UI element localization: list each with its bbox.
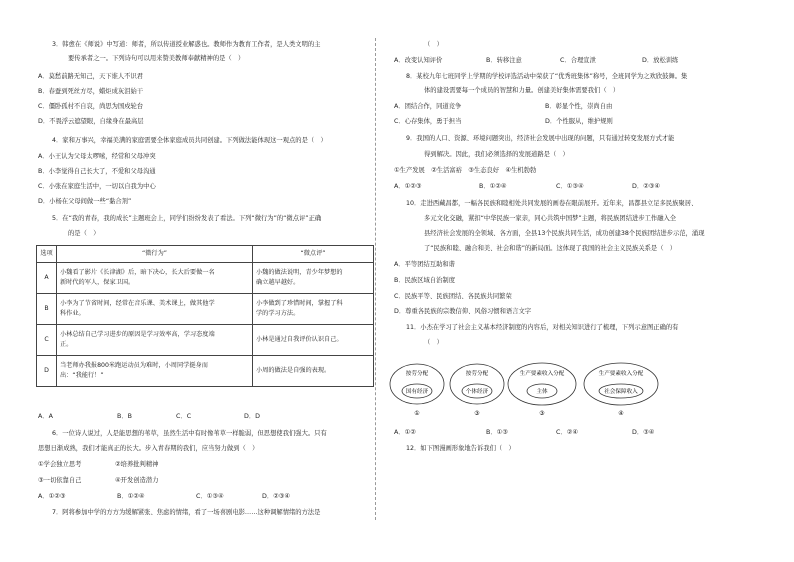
q5-row-d-behavior-line1: 当老师办我报800米跑运动员为难时，小周同学挺身而 xyxy=(60,362,208,369)
q5-table xyxy=(36,245,374,387)
q5-row-c-option: C xyxy=(37,325,57,356)
q6-choice-a: A．①②③ xyxy=(38,493,66,500)
q5-stem-line2: 的是（ ） xyxy=(68,230,100,237)
q9-choice-b: B．①②④ xyxy=(479,183,507,190)
q11-diagram-item-2 xyxy=(450,364,504,417)
q8-option-b: B．彰显个性，崇尚自由 xyxy=(545,103,613,110)
q11-num-1: ① xyxy=(414,410,420,417)
q5-row-d-behavior xyxy=(57,356,253,387)
q5-row-b-behavior-line2: 科作业。 xyxy=(60,310,85,317)
q11-choice-b: B．①③ xyxy=(486,429,508,436)
q5-row-c-behavior-line1: 小林总结自己学习进步的原因是学习效率高，学习态度端 xyxy=(60,331,215,338)
q6-choice-d: D．②③④ xyxy=(262,493,291,500)
q6-choice-b: B．①②④ xyxy=(117,493,145,500)
q10-option-d: D．尊重各民族的宗教信仰、风俗习惯和语言文字 xyxy=(394,308,532,315)
q3-option-a: A．莫愁前路无知己，天下谁人不识君 xyxy=(38,73,144,80)
q5-row-b-comment xyxy=(253,294,374,325)
q5-row-a-behavior xyxy=(57,263,253,294)
q9-items: ①生产发展 ②生活富裕 ③生态良好 ④生机勃勃 xyxy=(394,167,537,174)
q11-diagram xyxy=(388,360,663,422)
q11-diagram-item-4 xyxy=(584,363,658,417)
q11-inner-label-3: 主体 xyxy=(536,389,548,395)
q11-choice-a: A．①② xyxy=(394,429,416,436)
q5-choice-d: D．D xyxy=(244,413,260,420)
q5-table-row-b xyxy=(37,294,374,325)
q3-option-d: D．不畏浮云遮望眼，自缘身在最高层 xyxy=(38,118,144,125)
q8-stem-line2: 体的建设需要每一个成员的智慧和力量。创建美好集体需要我们（ ） xyxy=(424,87,620,94)
q7-stem: 7．阿将参加中学的方方为缓解紧张、焦虑的情绪，看了一场喜剧电影……这种调解情绪的方法是 xyxy=(52,509,321,516)
q5-row-c-comment: 小林是通过自我评价认识自己。 xyxy=(253,325,374,356)
q5-row-a-option: A xyxy=(37,263,57,294)
q10-stem-line1: 10．走进西藏昌都，一幅各民族和睦相处共同发展的画卷在眼前展开。近年来，昌都县立足多民族聚居、 xyxy=(406,200,698,207)
q5-row-b-comment-line1: 小李做到了珍惜时间，掌握了科 xyxy=(256,300,343,307)
q10-option-c: C．民族平等、民族团结、各民族共同繁荣 xyxy=(394,293,512,300)
q5-choice-b: B．B xyxy=(117,413,132,420)
q5-table-header-row xyxy=(37,246,374,263)
q6-item-4: ④开发创造潜力 xyxy=(115,477,159,484)
q5-choice-c: C．C xyxy=(176,413,192,420)
q11-choice-c: C．②④ xyxy=(556,429,578,436)
q11-choice-d: D．③④ xyxy=(632,429,655,436)
q5-row-d-behavior-line2: 出：“我能行！” xyxy=(60,372,104,379)
q5-row-b-option: B xyxy=(37,294,57,325)
q5-row-c-behavior-line2: 正。 xyxy=(60,341,73,348)
q11-inner-label-2: 个体经济 xyxy=(465,389,489,395)
q9-stem-line1: 9．我国的人口、资源、环境问题突出，经济社会发展中出现的问题，只有通过转变发展方式才能 xyxy=(406,135,675,142)
q7-choice-a: A．改变认知评价 xyxy=(394,57,443,64)
q6-stem-line1: 6．一位诗人说过，人是能思想的苇草，虽然生活中有时像苇草一样脆弱，但思想使我们强大。只有 xyxy=(52,430,327,437)
q7-choice-c: C．合理宣泄 xyxy=(560,57,596,64)
q11-outer-label-4: 生产要素收入分配 xyxy=(598,371,644,377)
q11-num-4: ④ xyxy=(618,410,624,417)
q10-option-b: B．民族区域自治制度 xyxy=(394,277,455,284)
q10-stem-line2: 多元文化交融，紧扣“中华民族一家亲，同心共筑中国梦”主题，将民族团结进步工作融入全 xyxy=(424,215,677,222)
q3-option-c: C．僵卧孤村不自哀，尚思为国戍轮台 xyxy=(38,103,144,110)
q5-row-b-behavior-line1: 小李为了节省时间，经常在音乐课、美术课上，做其他学 xyxy=(60,300,215,307)
q10-stem-line4: 了“民族和睦、融合和美、社会和谐”的新局面。这体现了我国的社会主义民族关系是（ ） xyxy=(424,245,677,252)
q5-row-d-option: D xyxy=(37,356,57,387)
q6-choice-c: C．①③④ xyxy=(196,493,224,500)
q9-choice-c: C．①③④ xyxy=(556,183,584,190)
q5-header-option: 选项 xyxy=(37,246,57,263)
q11-stem-line1: 11．小杰在学习了社会主义基本经济制度的内容后，对相关知识进行了梳理，下列示意图正确的有 xyxy=(406,324,679,331)
q5-row-a-behavior-line2: 新时代的军人，保家卫国。 xyxy=(60,279,135,286)
q5-table-row-a xyxy=(37,263,374,294)
q7-tail: （ ） xyxy=(424,41,443,48)
q11-inner-label-1: 国有经济 xyxy=(405,389,429,395)
q4-option-b: B．小李觉得自己长大了，不爱和父母沟通 xyxy=(38,168,156,175)
q5-table-row-c xyxy=(37,325,374,356)
q4-option-a: A．小王认为父母太啰嗦，经常和父母冲突 xyxy=(38,153,156,160)
q8-stem-line1: 8．某校九年七班同学上学期的学校评选活动中荣获了“优秀班集体”称号，全班同学为之欢欣鼓舞。集 xyxy=(406,73,688,80)
q4-option-c: C．小张在家庭生活中，一切以自我为中心 xyxy=(38,183,156,190)
q11-diagram-item-1 xyxy=(390,364,444,417)
q5-row-b-comment-line2: 学的学习方法。 xyxy=(256,310,300,317)
q5-row-a-comment-line2: 确立越早越好。 xyxy=(256,279,300,286)
q11-outer-label-3: 生产要素收入分配 xyxy=(519,371,565,377)
q6-item-1: ①学会独立思考 xyxy=(38,461,82,468)
q9-stem-line2: 得到解决。因此，我们必须选择的发展道路是（ ） xyxy=(424,151,569,158)
q11-stem-line2: （ ） xyxy=(424,339,443,346)
q5-row-a-behavior-line1: 小魏看了影片《长津湖》后，暗下决心，长大后要做一名 xyxy=(60,269,215,276)
q5-stem-line1: 5．在“我的青春，我的成长”主题班会上，同学们纷纷发表了看法。下列“微行为”的“微点评”正确 xyxy=(52,215,322,222)
q7-choice-d: D．放松训练 xyxy=(642,57,679,64)
q4-option-d: D．小杨在父母间做一些“黏合剂” xyxy=(38,198,132,205)
q7-choice-b: B．转移注意 xyxy=(486,57,522,64)
q3-stem-line2: 要传承者之一。下列诗句可以用来赞美教师奉献精神的是（ ） xyxy=(68,55,245,62)
q6-stem-line2: 思想日渐成熟，我们才能真正的长大。步入青春期的我们，应当努力做到（ ） xyxy=(38,445,259,452)
q11-outer-label-1: 按劳分配 xyxy=(405,371,429,377)
q4-stem: 4．家和万事兴，幸福美满的家庭需要全体家庭成员共同创建。下列做法能体现这一观点的是（ ） xyxy=(52,137,327,144)
q5-header-behavior: “微行为” xyxy=(57,246,253,263)
column-divider xyxy=(375,38,376,520)
q6-item-3: ③一切依靠自己 xyxy=(38,477,82,484)
q5-header-comment: “微点评” xyxy=(253,246,374,263)
q11-num-3: ③ xyxy=(539,410,545,417)
q11-num-2: ③ xyxy=(474,410,480,417)
q11-outer-label-2: 按劳分配 xyxy=(465,371,489,377)
q9-choice-d: D．②③④ xyxy=(632,183,661,190)
q6-item-2: ②培养批判精神 xyxy=(115,461,159,468)
q12-stem: 12．如下图漫画形象地告诉我们（ ） xyxy=(406,445,515,452)
q5-choice-a: A．A xyxy=(38,413,53,420)
q8-option-c: C．心存集体，勇于担当 xyxy=(394,118,462,125)
q5-row-b-behavior xyxy=(57,294,253,325)
q10-stem-line3: 县经济社会发展的全领域、各方面，全县13个民族共同生活，成功创建38个民族团结进步示范，涌现 xyxy=(424,230,705,237)
q5-row-c-behavior xyxy=(57,325,253,356)
q5-row-d-comment: 小周的做法是自强的表现。 xyxy=(253,356,374,387)
q3-option-b: B．春蚕到死丝方尽，蜡炬成灰泪始干 xyxy=(38,88,144,95)
q5-row-a-comment xyxy=(253,263,374,294)
q5-table-row-d xyxy=(37,356,374,387)
q9-choice-a: A．①②③ xyxy=(394,183,422,190)
q8-option-a: A．团结合作，同道竞争 xyxy=(394,103,462,110)
q5-row-a-comment-line1: 小魏的做法说明，青少年梦想的 xyxy=(256,269,343,276)
q3-stem-line1: 3．韩愈在《师说》中写道：师者，所以传道授业解惑也。教师作为教育工作者，是人类文明的主 xyxy=(52,41,321,48)
q8-option-d: D．个性服从，维护规则 xyxy=(545,118,613,125)
q10-option-a: A．平等团结互助和谐 xyxy=(394,261,455,268)
q11-inner-label-4: 社会保障收入 xyxy=(604,389,638,395)
q11-diagram-item-3 xyxy=(508,363,576,417)
